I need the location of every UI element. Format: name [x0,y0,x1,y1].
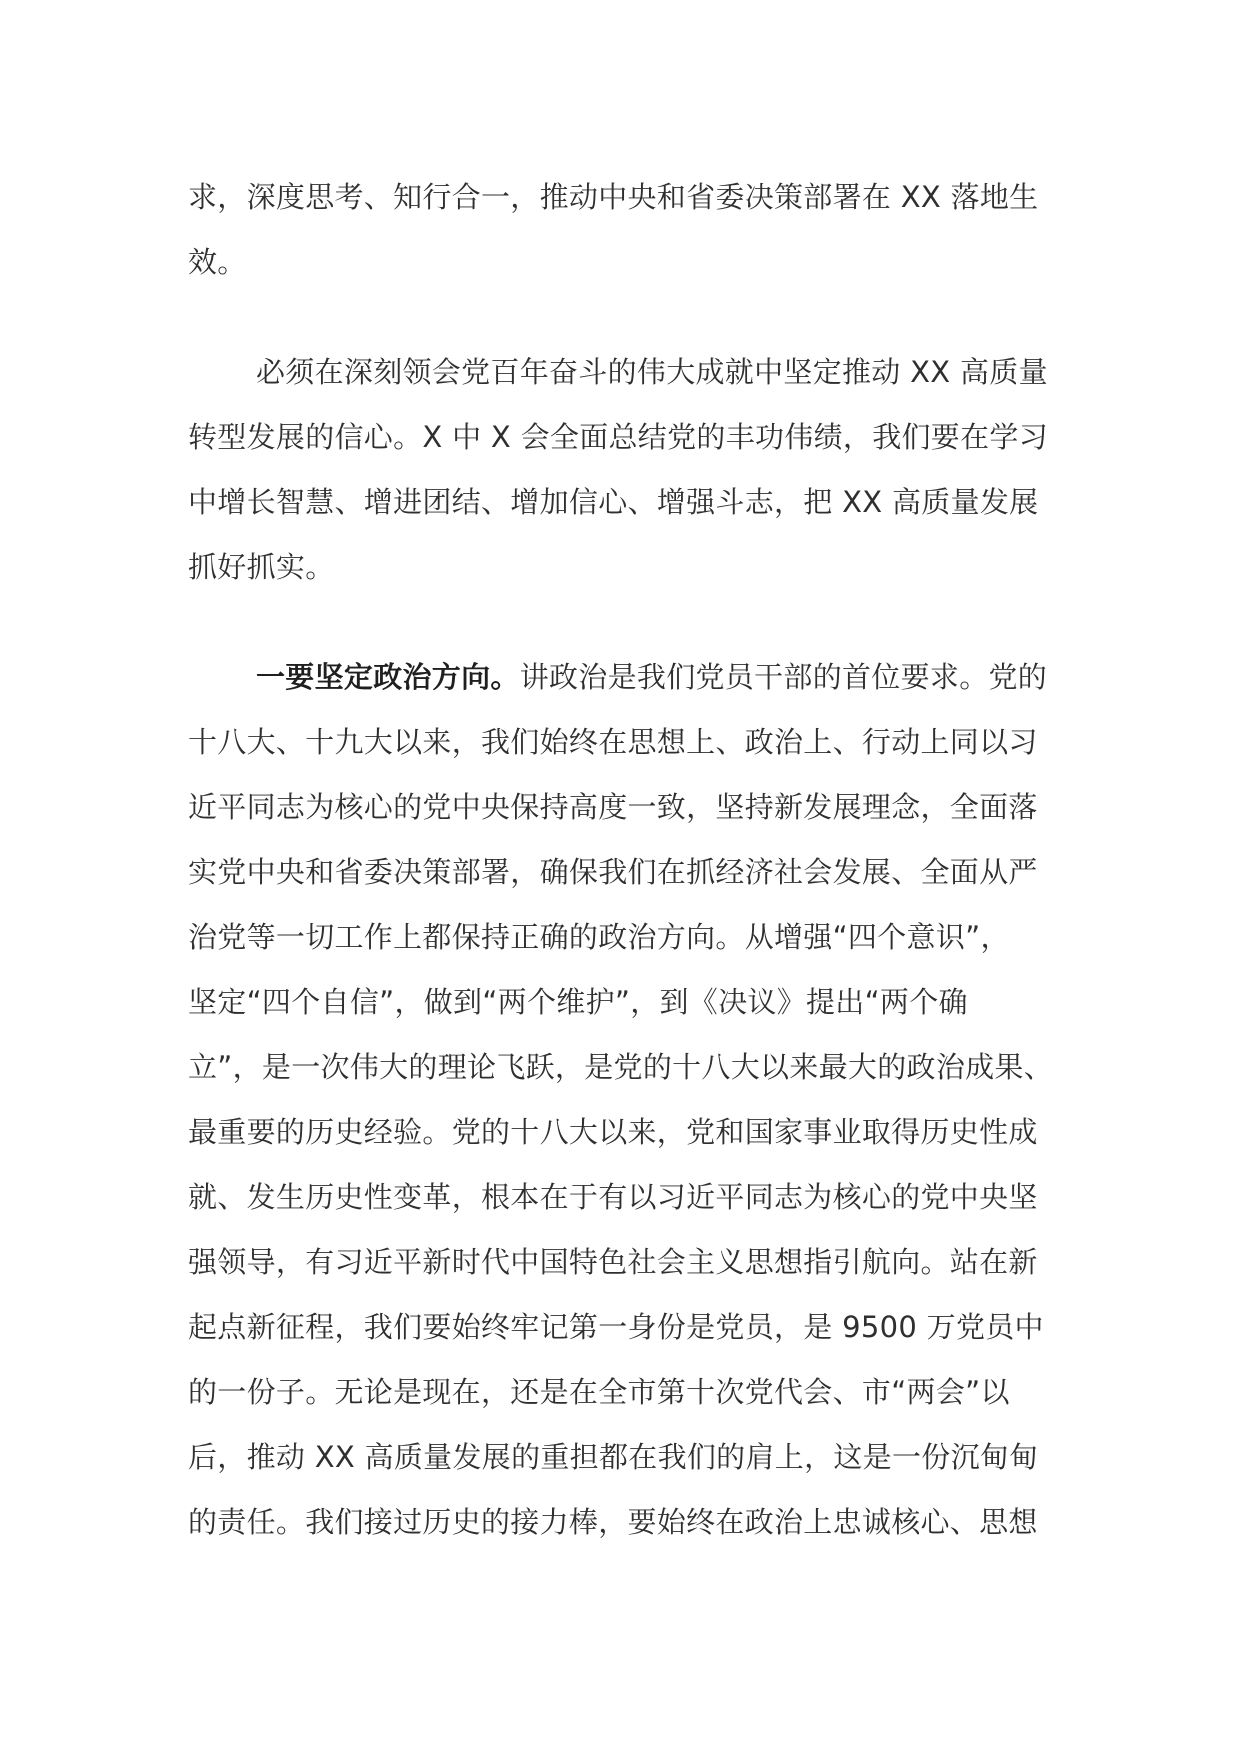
paragraph-line: 抓好抓实。 [188,550,335,584]
paragraph-line: 坚定“四个自信”，做到“两个维护”，到《决议》提出“两个确 [188,985,968,1019]
paragraph-line: 近平同志为核心的党中央保持高度一致，坚持新发展理念，全面落 [188,790,1038,824]
paragraph-line: 中增长智慧、增进团结、增加信心、增强斗志，把 XX 高质量发展 [188,485,1039,519]
paragraph-line: 起点新征程，我们要始终牢记第一身份是党员，是 9500 万党员中 [188,1310,1044,1344]
paragraph-2 [188,340,1058,600]
paragraph-line: 的一份子。无论是现在，还是在全市第十次党代会、市“两会”以 [188,1375,1010,1409]
paragraph-1 [188,165,1058,295]
paragraph-3 [188,645,1058,1555]
paragraph-line: 立”，是一次伟大的理论飞跃，是党的十八大以来最大的政治成果、 [188,1050,1054,1084]
paragraph-line: 求，深度思考、知行合一，推动中央和省委决策部署在 XX 落地生 [188,180,1039,214]
paragraph-lead-text: 讲政治是我们党员干部的首位要求。党的 [519,660,1048,694]
paragraph-line: 转型发展的信心。X 中 X 会全面总结党的丰功伟绩，我们要在学习 [188,420,1048,454]
paragraph-line: 强领导，有习近平新时代中国特色社会主义思想指引航向。站在新 [188,1245,1038,1279]
paragraph-line: 后，推动 XX 高质量发展的重担都在我们的肩上，这是一份沉甸甸 [188,1440,1039,1474]
paragraph-line: 的责任。我们接过历史的接力棒，要始终在政治上忠诚核心、思想 [188,1505,1038,1539]
section-heading: 一要坚定政治方向。 [256,660,520,694]
paragraph-first-line [188,645,1058,710]
paragraph-line: 实党中央和省委决策部署，确保我们在抓经济社会发展、全面从严 [188,855,1038,889]
paragraph-line: 治党等一切工作上都保持正确的政治方向。从增强“四个意识”， [188,920,1010,954]
paragraph-line: 最重要的历史经验。党的十八大以来，党和国家事业取得历史性成 [188,1115,1038,1149]
paragraph-line: 必须在深刻领会党百年奋斗的伟大成就中坚定推动 XX 高质量 [256,355,1048,389]
paragraph-line: 十八大、十九大以来，我们始终在思想上、政治上、行动上同以习 [188,725,1038,759]
paragraph-line: 效。 [188,245,247,279]
paragraph-line: 就、发生历史性变革，根本在于有以习近平同志为核心的党中央坚 [188,1180,1038,1214]
